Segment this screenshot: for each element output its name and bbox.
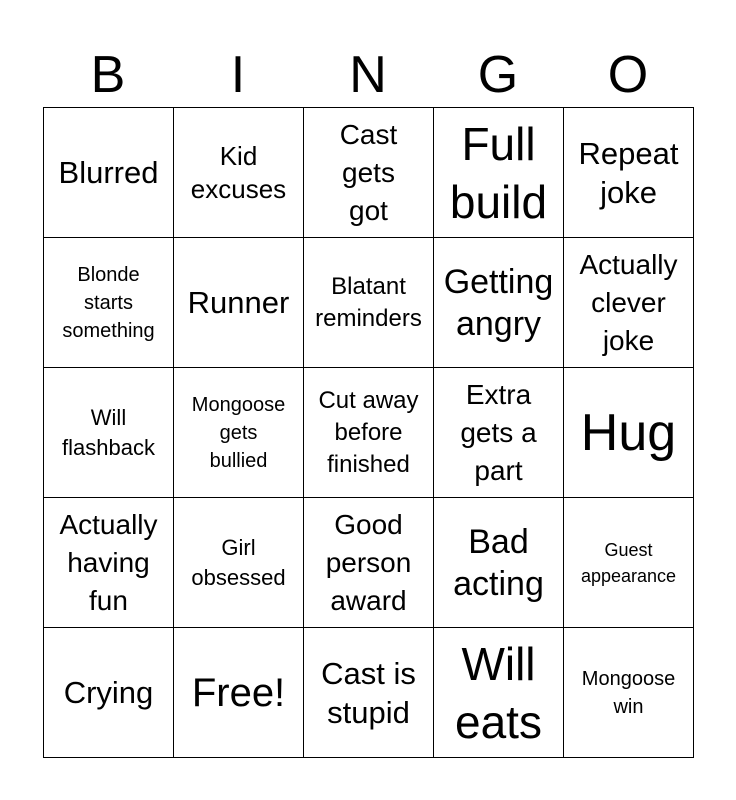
cell-label: Getting angry xyxy=(443,262,554,343)
bingo-cell-r4c1[interactable] xyxy=(44,498,174,628)
bingo-board xyxy=(43,107,694,758)
cell-label: Blatant reminders xyxy=(315,272,422,332)
bingo-cell-r4c3[interactable] xyxy=(304,498,434,628)
cell-label: Kid excuses xyxy=(190,140,287,204)
bingo-cell-r5c4[interactable] xyxy=(434,628,564,758)
bingo-cell-r3c4[interactable] xyxy=(434,368,564,498)
cell-label: Mongoose win xyxy=(581,667,676,718)
bingo-cell-r2c4[interactable] xyxy=(434,238,564,368)
cell-label: Hug xyxy=(580,403,677,462)
cell-label: Extra gets a part xyxy=(460,378,537,486)
cell-label: Free! xyxy=(191,670,286,715)
bingo-cell-r3c2[interactable] xyxy=(174,368,304,498)
cell-label: Blonde starts something xyxy=(62,263,155,342)
bingo-cell-r3c1[interactable] xyxy=(44,368,174,498)
cell-label: Actually having fun xyxy=(59,508,158,616)
bingo-cell-r4c5[interactable] xyxy=(564,498,694,628)
bingo-cell-r3c5[interactable] xyxy=(564,368,694,498)
cell-label: Repeat joke xyxy=(578,135,679,210)
bingo-cell-r5c2[interactable] xyxy=(174,628,304,758)
bingo-cell-r2c5[interactable] xyxy=(564,238,694,368)
header-letter-b: B xyxy=(90,46,126,104)
cell-label: Girl obsessed xyxy=(191,534,286,590)
bingo-cell-r1c5[interactable] xyxy=(564,108,694,238)
header-letter-o: O xyxy=(607,46,649,104)
bingo-cell-r3c3[interactable] xyxy=(304,368,434,498)
cell-label: Cast is stupid xyxy=(321,655,416,730)
header-letter-n: N xyxy=(349,46,387,104)
header-letter-i: I xyxy=(230,46,246,104)
bingo-header xyxy=(43,44,693,106)
bingo-cell-r2c2[interactable] xyxy=(174,238,304,368)
cell-label: Blurred xyxy=(58,155,159,190)
cell-label: Full build xyxy=(449,117,548,228)
bingo-cell-r4c4[interactable] xyxy=(434,498,564,628)
cell-label: Guest appearance xyxy=(580,539,677,586)
bingo-cell-r1c3[interactable] xyxy=(304,108,434,238)
bingo-cell-r4c2[interactable] xyxy=(174,498,304,628)
bingo-cell-r5c3[interactable] xyxy=(304,628,434,758)
cell-label: Crying xyxy=(63,675,154,710)
cell-label: Will eats xyxy=(455,637,542,748)
cell-label: Will flashback xyxy=(62,404,155,460)
bingo-cell-r1c4[interactable] xyxy=(434,108,564,238)
bingo-cell-r1c1[interactable] xyxy=(44,108,174,238)
bingo-cell-r1c2[interactable] xyxy=(174,108,304,238)
cell-label: Actually clever joke xyxy=(579,248,678,356)
bingo-cell-r5c1[interactable] xyxy=(44,628,174,758)
cell-label: Bad acting xyxy=(453,522,544,603)
bingo-cell-r5c5[interactable] xyxy=(564,628,694,758)
cell-label: Good person award xyxy=(325,508,412,616)
cell-label: Mongoose gets bullied xyxy=(191,393,286,472)
bingo-cell-r2c1[interactable] xyxy=(44,238,174,368)
cell-label: Cut away before finished xyxy=(318,386,419,478)
cell-label: Runner xyxy=(187,285,290,320)
bingo-cell-r2c3[interactable] xyxy=(304,238,434,368)
header-letter-g: G xyxy=(477,46,519,104)
cell-label: Cast gets got xyxy=(339,118,398,226)
